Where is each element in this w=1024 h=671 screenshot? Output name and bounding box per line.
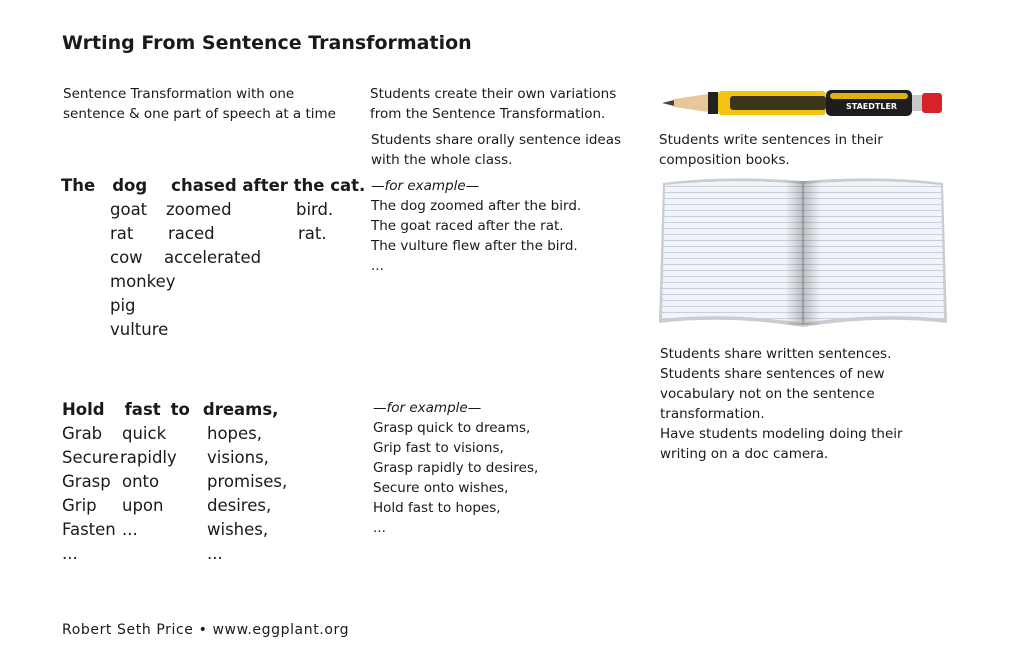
list-item: cow <box>110 248 143 267</box>
list-item: zoomed <box>166 200 232 219</box>
pencil-image <box>660 86 950 120</box>
list-item: promises, <box>207 472 288 491</box>
example-label: —for example— <box>371 178 480 194</box>
list-item: vulture <box>110 320 169 339</box>
notebook-image <box>657 175 949 330</box>
list-item: bird. <box>296 200 334 219</box>
col2-intro-line: Students create their own variations <box>370 86 617 102</box>
list-item: hopes, <box>207 424 263 443</box>
col2-share-line: with the whole class. <box>371 152 513 168</box>
col2-intro-line: from the Sentence Transformation. <box>370 106 606 122</box>
list-item: Grab <box>62 424 103 443</box>
list-item: Grasp <box>62 472 111 491</box>
example-line: Grasp rapidly to desires, <box>373 460 539 476</box>
example-label: —for example— <box>373 400 482 416</box>
st1-header-word: The <box>61 176 96 195</box>
list-item: rapidly <box>120 448 177 467</box>
list-item: Secure <box>62 448 119 467</box>
st2-header-word: dreams, <box>202 400 279 419</box>
list-item: Grip <box>62 496 97 515</box>
example-line: Secure onto wishes, <box>373 480 509 496</box>
col3-share-line: transformation. <box>660 406 765 422</box>
example-line: The goat raced after the rat. <box>371 218 564 234</box>
footer-credit: Robert Seth Price • www.eggplant.org <box>62 622 350 638</box>
list-item: goat <box>110 200 148 219</box>
col1-intro-line: sentence & one part of speech at a time <box>63 106 336 122</box>
col3-share <box>660 344 903 464</box>
col3-share-line: Students share written sentences. <box>660 346 892 362</box>
st2-header-word: to <box>170 400 190 419</box>
list-item: ... <box>122 520 138 539</box>
list-item: wishes, <box>207 520 269 539</box>
st2-nouns-column <box>207 422 287 566</box>
col2-intro <box>370 84 616 124</box>
col2-share <box>371 130 621 170</box>
example-line: The dog zoomed after the bird. <box>371 198 582 214</box>
list-item: upon <box>122 496 164 515</box>
st1-verbs-column <box>166 198 261 270</box>
example-line: ... <box>371 258 384 274</box>
list-item: visions, <box>207 448 269 467</box>
example-line: The vulture flew after the bird. <box>371 238 578 254</box>
st2-adverbs-column <box>122 422 177 542</box>
list-item: raced <box>168 224 215 243</box>
list-item: quick <box>122 424 167 443</box>
list-item: ... <box>207 544 223 563</box>
col3-share-line: Have students modeling doing their <box>660 426 903 442</box>
list-item: onto <box>122 472 160 491</box>
list-item: desires, <box>207 496 272 515</box>
col2-share-line: Students share orally sentence ideas <box>371 132 622 148</box>
st1-header-word: chased after the cat. <box>171 176 366 195</box>
example-line: Grasp quick to dreams, <box>373 420 531 436</box>
st1-nouns2-column <box>296 198 333 246</box>
page-title: Wrting From Sentence Transformation <box>62 32 472 54</box>
st2-header-word: fast <box>124 400 161 419</box>
example1 <box>371 176 581 276</box>
col3-write-line: Students write sentences in their <box>659 132 883 148</box>
pencil-brand-label: STAEDTLER <box>846 102 898 111</box>
col1-intro <box>63 84 336 124</box>
example-line: Grip fast to visions, <box>373 440 504 456</box>
col3-share-line: vocabulary not on the sentence <box>660 386 875 402</box>
list-item: Fasten <box>62 520 116 539</box>
st2-header-word: Hold <box>62 400 105 419</box>
list-item: ... <box>62 544 78 563</box>
example2 <box>373 398 538 538</box>
list-item: pig <box>110 296 136 315</box>
col3-write-line: composition books. <box>659 152 790 168</box>
list-item: rat <box>110 224 134 243</box>
col3-share-line: Students share sentences of new <box>660 366 885 382</box>
col3-write <box>659 130 883 170</box>
example-line: Hold fast to hopes, <box>373 500 501 516</box>
list-item: accelerated <box>164 248 262 267</box>
st2-verbs-column <box>62 422 119 566</box>
list-item: monkey <box>110 272 176 291</box>
example-line: ... <box>373 520 386 536</box>
list-item: rat. <box>298 224 327 243</box>
st1-header <box>61 174 365 198</box>
col1-intro-line: Sentence Transformation with one <box>63 86 295 102</box>
col3-share-line: writing on a doc camera. <box>660 446 829 462</box>
st1-header-word: dog <box>112 176 148 195</box>
st2-header <box>62 398 278 422</box>
